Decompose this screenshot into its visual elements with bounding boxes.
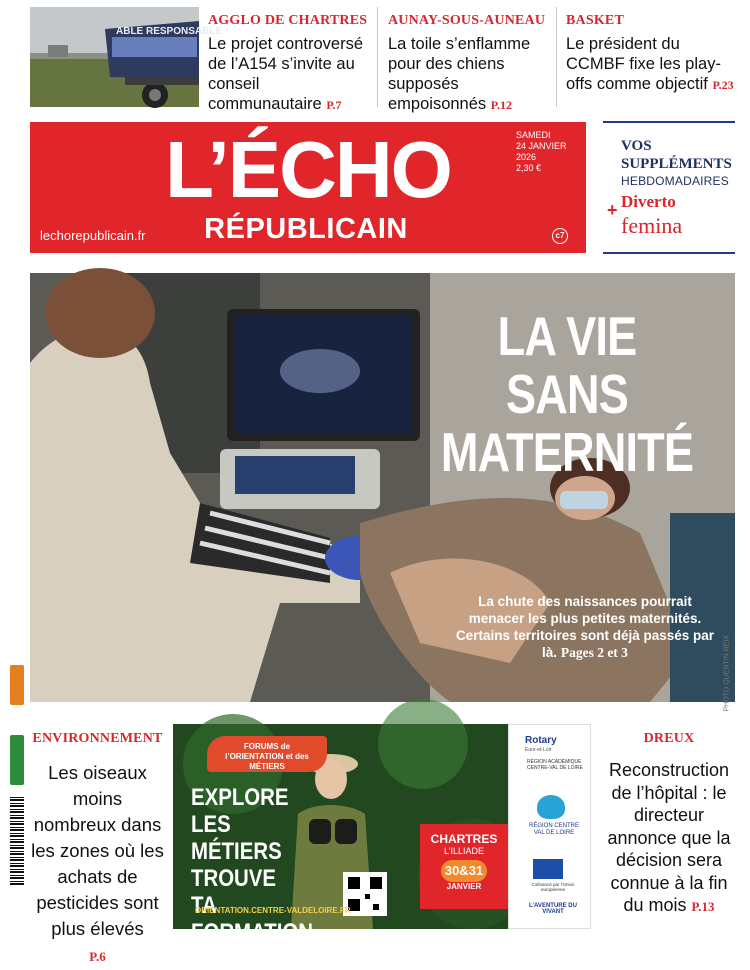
story1-text[interactable]: Le projet controversé de l’A154 s’invite au conseil communautaire P.7 xyxy=(208,35,364,113)
ad-event-box: CHARTRES L’ILLIADE 30&31 JANVIER xyxy=(420,824,508,909)
ad-slogan: EXPLORE LES MÉTIERS TROUVE TA FORMATION xyxy=(191,784,314,946)
issue-date-block xyxy=(516,130,586,174)
main-pages: Pages 2 et 3 xyxy=(560,645,628,660)
top-photo xyxy=(30,7,223,107)
story1-page: P.7 xyxy=(326,98,342,112)
logo-title-top: L’ÉCHO xyxy=(165,125,451,214)
ad-url[interactable]: ORIENTATION.CENTRE-VALDELOIRE.FR xyxy=(195,906,351,915)
barcode-icon xyxy=(10,795,24,885)
bottom-left-page: P.6 xyxy=(89,949,106,964)
sponsor-region: RÉGION CENTRE VAL DE LOIRE xyxy=(529,823,580,836)
issue-price: 2,30 € xyxy=(516,163,542,173)
main-photo xyxy=(30,273,735,712)
website-url[interactable]: lechorepublicain.fr xyxy=(40,228,146,243)
recycle-icon xyxy=(10,665,24,705)
region-logo-icon xyxy=(537,795,565,819)
story3-kicker: BASKET xyxy=(566,13,624,28)
main-headline[interactable]: LA VIE SANS MATERNITÉ xyxy=(440,305,694,483)
magazine-femina: femina xyxy=(621,213,683,238)
supplements-title: VOS SUPPLÉMENTS xyxy=(621,138,732,172)
masthead xyxy=(30,122,586,253)
story1-kicker: AGGLO DE CHARTRES xyxy=(208,13,368,28)
main-deck: La chute des naissances pourrait menacer les plus petites maternités. Certains territoires sont déjà passés par là. Pages 2 et 3 xyxy=(455,594,715,660)
column-divider xyxy=(377,7,378,107)
sponsor-aventure: L’AVENTURE DU VIVANT xyxy=(529,903,577,915)
sponsor-academie: RÉGION ACADÉMIQUE CENTRE-VAL DE LOIRE xyxy=(527,759,583,771)
column-divider xyxy=(556,7,557,107)
story2-text[interactable]: La toile s’enflamme pour des chiens supposés empoisonnés P.12 xyxy=(388,35,531,113)
advertisement[interactable] xyxy=(173,724,591,946)
supplements-subtitle: HEBDOMADAIRES xyxy=(621,174,729,188)
eu-flag-icon xyxy=(533,859,563,879)
tractor-sign-text: ABLE RESPONSABLE xyxy=(116,26,223,37)
bottom-right-page: P.13 xyxy=(691,899,715,914)
ad-dates: 30&31 xyxy=(441,860,487,882)
story3-page: P.23 xyxy=(712,78,734,92)
magazine-diverto: Diverto xyxy=(621,192,676,211)
logo-title-bottom: RÉPUBLICAIN xyxy=(204,213,408,245)
bottom-left-text[interactable]: Les oiseaux moins nombreux dans les zones où les achats de pesticides sont plus élevés P.6 xyxy=(31,762,164,964)
bottom-left-kicker: ENVIRONNEMENT xyxy=(32,731,163,746)
ad-sponsor-column: Rotary Eure-et-Loir RÉGION ACADÉMIQUE CENTRE-VAL DE LOIRE RÉGION CENTRE VAL DE LOIRE Cofinancé par l’Union européenne L’AVENTURE DU VIVANT xyxy=(508,724,591,929)
photo-credit: PHOTO QUENTIN REIX xyxy=(723,635,731,712)
story3-text[interactable]: Le président du CCMBF fixe les play-offs comme objectif P.23 xyxy=(566,35,734,93)
issue-date: 24 JANVIER 2026 xyxy=(516,141,567,162)
story2-kicker: AUNAY-SOUS-AUNEAU xyxy=(388,13,546,28)
bottom-right-text[interactable]: Reconstruction de l’hôpital : le directeur annonce que la décision sera connue à la fin du mois P.13 xyxy=(607,760,731,915)
sponsor-eu: Cofinancé par l’Union européenne xyxy=(531,882,575,892)
badge-icon: c7 xyxy=(552,228,568,244)
eco-label-icon xyxy=(10,735,24,785)
sponsor-rotary: Rotary xyxy=(525,735,557,746)
story2-page: P.12 xyxy=(490,98,512,112)
ad-forum-badge: FORUMS de l’ORIENTATION et des MÉTIERS xyxy=(207,736,327,772)
plus-icon: + xyxy=(607,200,618,220)
issue-day: SAMEDI xyxy=(516,130,551,140)
supplements-box[interactable] xyxy=(603,121,735,254)
bottom-right-kicker: DREUX xyxy=(643,731,695,746)
